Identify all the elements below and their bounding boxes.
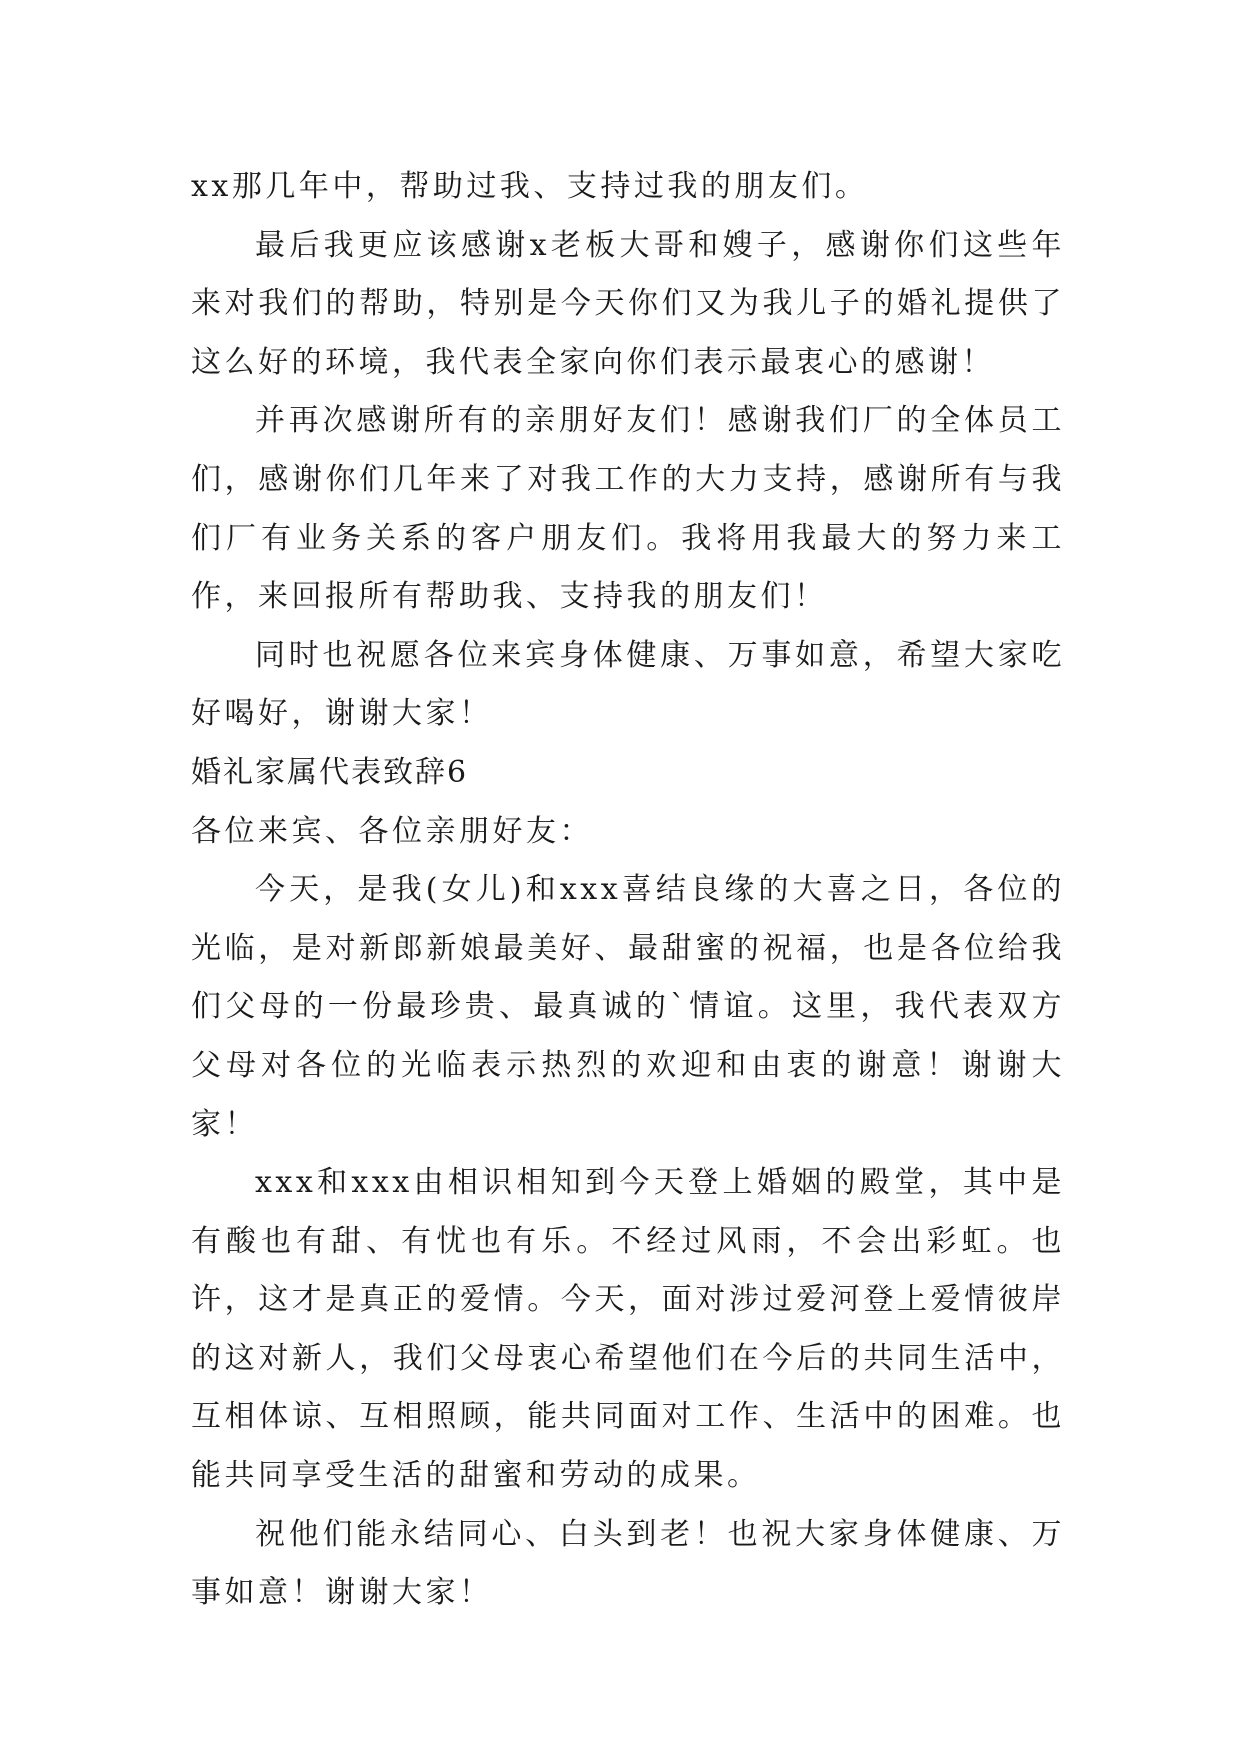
paragraph-7: 祝他们能永结同心、白头到老！也祝大家身体健康、万事如意！谢谢大家！: [191, 1516, 1065, 1611]
paragraph-2: 最后我更应该感谢x老板大哥和嫂子，感谢你们这些年来对我们的帮助，特别是今天你们又为我儿子的婚礼提供了这么好的环境，我代表全家向你们表示最衷心的感谢！: [191, 227, 1065, 380]
paragraph-3: 并再次感谢所有的亲朋好友们！感谢我们厂的全体员工们，感谢你们几年来了对我工作的大力支持，感谢所有与我们厂有业务关系的客户朋友们。我将用我最大的努力来工作，来回报所有帮助我、支持我的朋友们！: [191, 403, 1065, 615]
paragraph-6: xxx和xxx由相识相知到今天登上婚姻的殿堂，其中是有酸也有甜、有忧也有乐。不经过风雨，不会出彩虹。也许，这才是真正的爱情。今天，面对涉过爱河登上爱情彼岸的这对新人，我们父母衷心希望他们在今后的共同生活中，互相体谅、互相照顾，能共同面对工作、生活中的困难。也能共同享受生活的甜蜜和劳动的成果。: [191, 1165, 1065, 1494]
paragraph-1: xx那几年中，帮助过我、支持过我的朋友们。: [191, 169, 869, 204]
paragraph-4: 同时也祝愿各位来宾身体健康、万事如意，希望大家吃好喝好，谢谢大家！: [191, 637, 1065, 732]
salutation: 各位来宾、各位亲朋好友：: [191, 813, 593, 849]
paragraph-5: 今天，是我(女儿)和xxx喜结良缘的大喜之日，各位的光临，是对新郎新娘最美好、最甜蜜的祝福，也是各位给我们父母的一份最珍贵、最真诚的`情谊。这里，我代表双方父母对各位的光临表示热烈的欢迎和由衷的谢意！谢谢大家！: [191, 872, 1065, 1142]
section-heading: 婚礼家属代表致辞6: [191, 754, 469, 790]
document-body: [191, 158, 1065, 1623]
